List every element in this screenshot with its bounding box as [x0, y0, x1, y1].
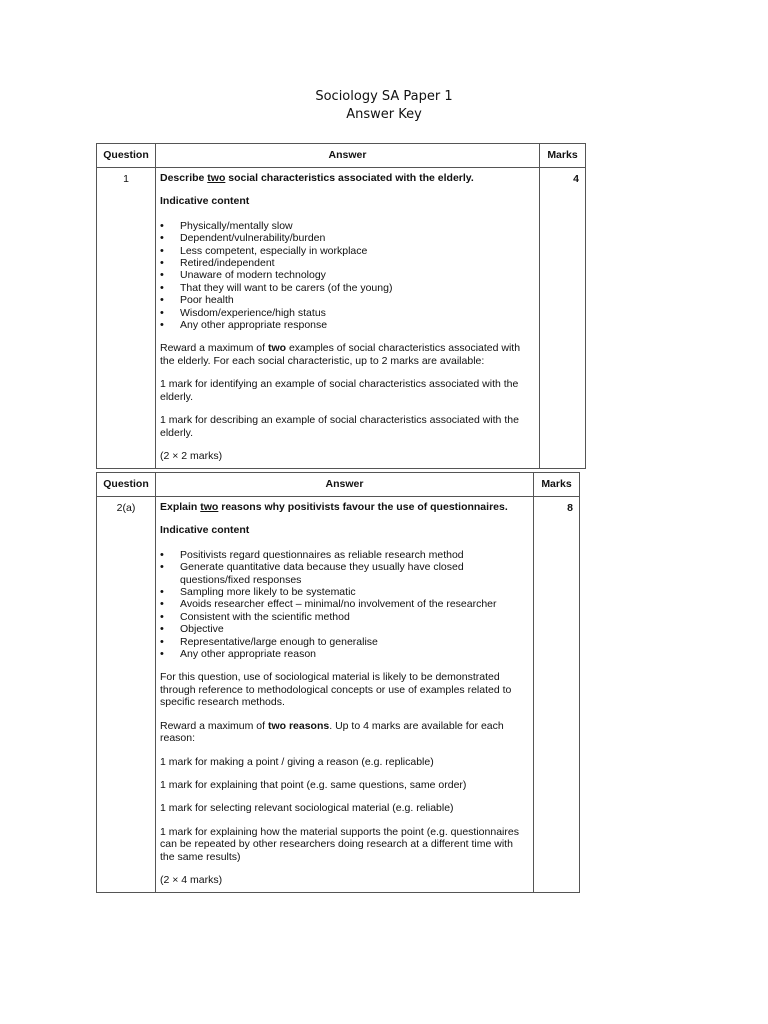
- marks-header: Marks: [534, 473, 580, 497]
- marks-summary: (2 × 2 marks): [160, 449, 223, 462]
- guidance-paragraph: 1 mark for selecting relevant sociological material (e.g. reliable): [160, 802, 454, 815]
- list-item: • Physically/mentally slow: [160, 220, 533, 232]
- guidance-paragraph: For this question, use of sociological material is likely to be demonstrated through reference to methodological concepts or use of examples related to specific research methods.: [160, 671, 512, 709]
- indicative-content-heading: Indicative content: [160, 195, 250, 208]
- guidance-paragraph: 1 mark for explaining how the material supports the point (e.g. questionnaires can be repeated by other researchers doing research at a different time with the same results): [160, 825, 519, 863]
- guidance-paragraph: Reward a maximum of two reasons. Up to 4 marks are available for each reason:: [160, 719, 504, 745]
- mark-scheme-table-1: [96, 143, 586, 469]
- table-row: [97, 168, 586, 469]
- list-item: • Avoids researcher effect – minimal/no involvement of the researcher: [160, 598, 527, 610]
- list-item: • Unaware of modern technology: [160, 269, 533, 281]
- list-item: • Representative/large enough to generalise: [160, 636, 527, 648]
- marks-value: 4: [540, 168, 586, 469]
- list-item: • Wisdom/experience/high status: [160, 307, 533, 319]
- marks-header: Marks: [540, 144, 586, 168]
- question-text: Explain two reasons why positivists favour the use of questionnaires.: [160, 501, 508, 513]
- list-item: • Positivists regard questionnaires as reliable research method: [160, 549, 527, 561]
- table-row: [97, 497, 580, 893]
- question-header: Question: [97, 144, 156, 168]
- guidance-paragraph: 1 mark for describing an example of social characteristics associated with the elderly.: [160, 414, 519, 439]
- list-item: • Sampling more likely to be systematic: [160, 586, 527, 598]
- list-item: • Poor health: [160, 294, 533, 306]
- document-title: Sociology SA Paper 1: [315, 89, 453, 104]
- list-item: • Less competent, especially in workplace: [160, 245, 533, 257]
- guidance-paragraph: 1 mark for identifying an example of social characteristics associated with the elderly.: [160, 378, 519, 403]
- table-header-row: [97, 144, 586, 168]
- list-item: • That they will want to be carers (of the young): [160, 282, 533, 294]
- indicative-content-list: [160, 220, 533, 332]
- list-item: • Consistent with the scientific method: [160, 611, 527, 623]
- guidance-paragraph: 1 mark for explaining that point (e.g. same questions, same order): [160, 778, 467, 791]
- list-item: • Objective: [160, 623, 527, 635]
- document-subtitle: Answer Key: [346, 107, 422, 122]
- indicative-content-list: [160, 549, 527, 661]
- question-header: Question: [97, 473, 156, 497]
- marks-summary: (2 × 4 marks): [160, 873, 223, 886]
- list-item: • Retired/independent: [160, 257, 533, 269]
- emphasis-word: two: [207, 172, 226, 184]
- emphasis-word: two: [200, 501, 219, 513]
- guidance-paragraph: Reward a maximum of two examples of social characteristics associated with the elderly. For each social characteristic, up to 2 marks are available:: [160, 342, 521, 367]
- list-item: • Generate quantitative data because they usually have closed questions/fixed responses: [160, 561, 527, 586]
- mark-scheme-table-2: [96, 472, 580, 893]
- list-item: • Any other appropriate reason: [160, 648, 527, 660]
- answer-header: Answer: [156, 144, 540, 168]
- answer-cell: [156, 168, 540, 469]
- answer-cell: [156, 497, 534, 893]
- indicative-content-heading: Indicative content: [160, 524, 250, 537]
- answer-header: Answer: [156, 473, 534, 497]
- guidance-paragraph: 1 mark for making a point / giving a reason (e.g. replicable): [160, 755, 434, 768]
- list-item: • Any other appropriate response: [160, 319, 533, 331]
- list-item: • Dependent/vulnerability/burden: [160, 232, 533, 244]
- marks-value: 8: [534, 497, 580, 893]
- question-text: Describe two social characteristics associated with the elderly.: [160, 172, 474, 184]
- question-number: 1: [97, 168, 156, 469]
- question-number: 2(a): [97, 497, 156, 893]
- table-header-row: [97, 473, 580, 497]
